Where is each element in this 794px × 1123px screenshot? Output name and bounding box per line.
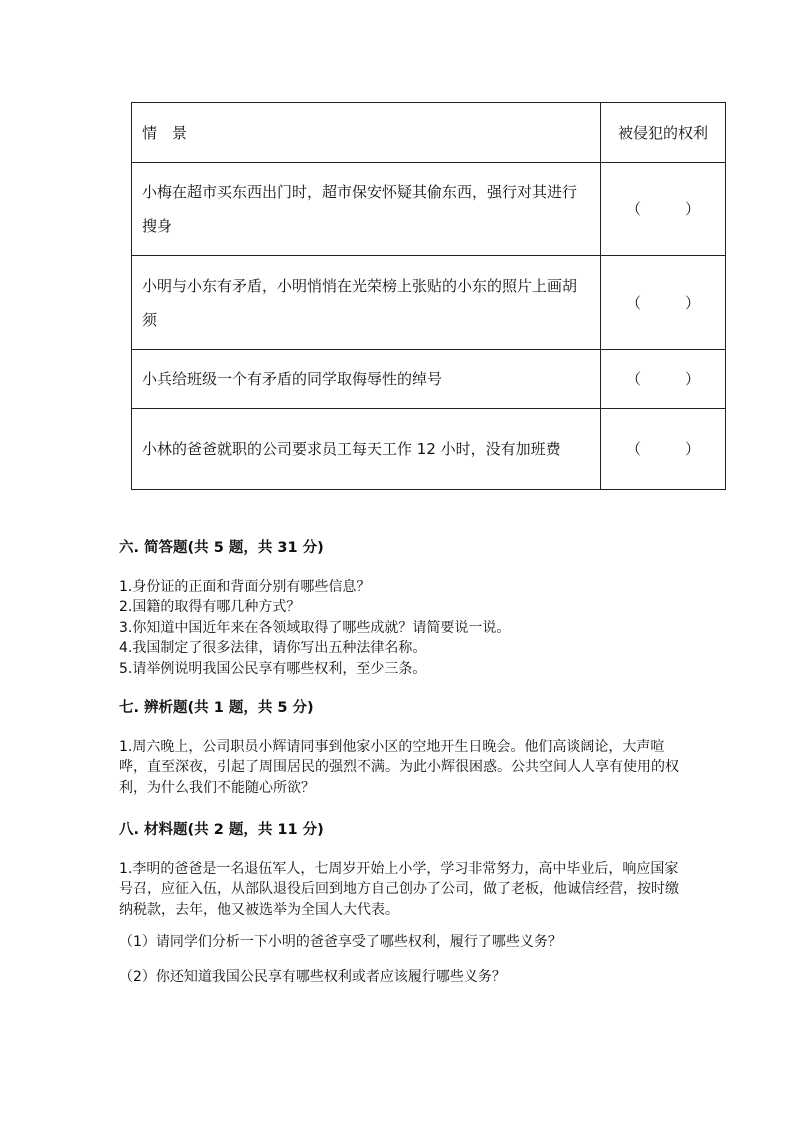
- answer-cell[interactable]: [601, 409, 726, 490]
- header-scene-label: 情 景: [142, 123, 188, 142]
- section-title: 六. 简答题(共 5 题，共 31 分): [119, 540, 324, 556]
- open-paren: （: [626, 293, 642, 312]
- section-title: 八. 材料题(共 2 题，共 11 分): [119, 822, 324, 838]
- open-paren: （: [626, 200, 642, 218]
- table-header-row: [132, 103, 726, 163]
- scene-cell: 小林的爸爸就职的公司要求员工每天工作 12 小时，没有加班费: [132, 409, 601, 490]
- answer-blank: [626, 362, 700, 396]
- question-item: 5.请举例说明我国公民享有哪些权利，至少三条。: [119, 660, 427, 677]
- question-item: 1.身份证的正面和背面分别有哪些信息？: [119, 578, 371, 595]
- section-title: 七. 辨析题(共 1 题，共 5 分): [119, 700, 314, 716]
- open-paren: （: [626, 370, 642, 388]
- header-right-label: 被侵犯的权利: [617, 123, 708, 142]
- answer-blank: [626, 432, 700, 466]
- rights-table: [131, 102, 726, 490]
- close-paren: ）: [684, 440, 700, 458]
- close-paren: ）: [684, 293, 700, 312]
- answer-blank: [626, 286, 700, 320]
- question-text: 1.周六晚上，公司职员小辉请同事到他家小区的空地开生日晚会。他们高谈阔论，大声喧哗，直至深夜，引起了周围居民的强烈不满。为此小辉很困惑。公共空间人人享有使用的权利，为什么我们不能随心所欲？: [119, 738, 679, 796]
- header-right: [601, 103, 726, 163]
- close-paren: ）: [684, 370, 700, 388]
- sub-question: （1）请同学们分析一下小明的爸爸享受了哪些权利，履行了哪些义务？: [119, 934, 562, 950]
- table-row: [132, 256, 726, 350]
- section-short-answer: [119, 538, 679, 679]
- answer-cell[interactable]: [601, 256, 726, 350]
- open-paren: （: [626, 440, 642, 458]
- section-material: [119, 820, 679, 987]
- table-row: [132, 163, 726, 256]
- question-item: 3.你知道中国近年来在各领域取得了哪些成就？请简要说一说。: [119, 619, 511, 636]
- scene-cell: 小明与小东有矛盾，小明悄悄在光荣榜上张贴的小东的照片上画胡须: [132, 256, 601, 350]
- table-row: [132, 409, 726, 490]
- answer-cell[interactable]: [601, 163, 726, 256]
- sub-question: （2）你还知道我国公民享有哪些权利或者应该履行哪些义务？: [119, 968, 506, 985]
- answer-blank: [626, 192, 700, 226]
- close-paren: ）: [684, 200, 700, 218]
- scene-cell: 小梅在超市买东西出门时，超市保安怀疑其偷东西，强行对其进行搜身: [132, 163, 601, 256]
- scene-cell: 小兵给班级一个有矛盾的同学取侮辱性的绰号: [132, 350, 601, 409]
- table-row: [132, 350, 726, 409]
- question-item: 4.我国制定了很多法律，请你写出五种法律名称。: [119, 640, 427, 656]
- question-item: 2.国籍的取得有哪几种方式？: [119, 599, 301, 615]
- header-scene: [132, 103, 601, 163]
- section-analysis: [119, 698, 679, 798]
- question-text: 1.李明的爸爸是一名退伍军人，七周岁开始上小学，学习非常努力，高中毕业后，响应国家号召，应征入伍，从部队退役后回到地方自己创办了公司，做了老板，他诚信经营，按时缴纳税款，去年，他又被选举为全国人大代表。: [119, 860, 679, 918]
- answer-cell[interactable]: [601, 350, 726, 409]
